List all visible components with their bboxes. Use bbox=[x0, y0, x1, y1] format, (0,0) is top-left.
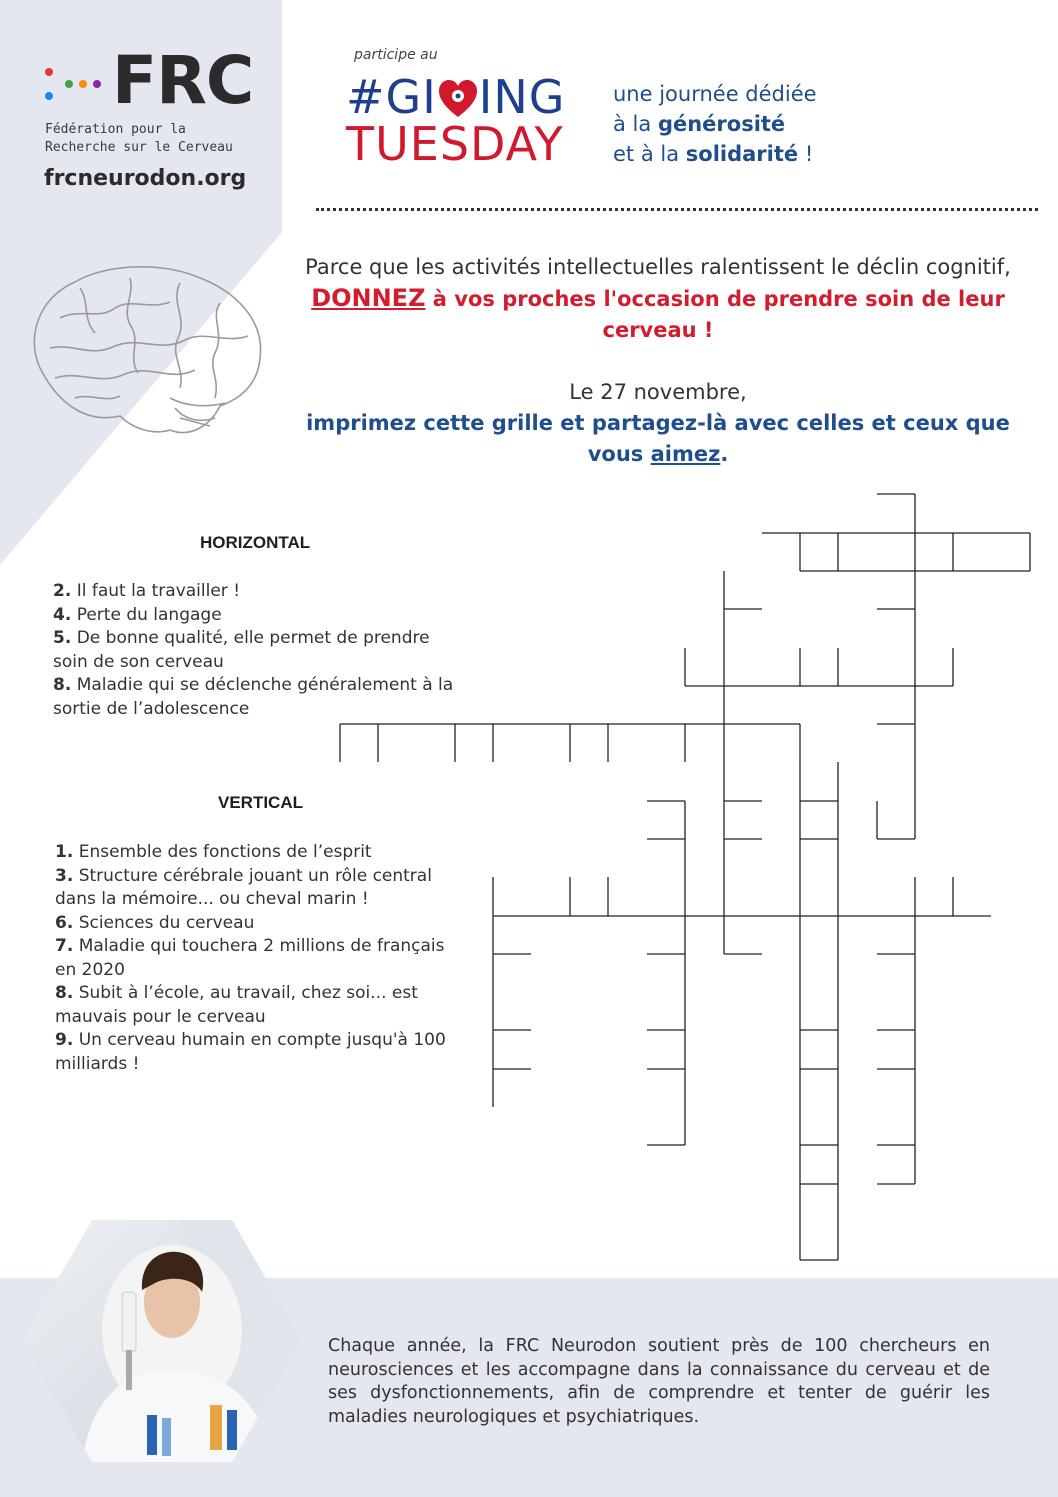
frc-logo-word: FRC bbox=[112, 42, 254, 119]
vertical-clues bbox=[55, 841, 467, 1076]
horizontal-heading: HORIZONTAL bbox=[200, 533, 311, 552]
vertical-heading: VERTICAL bbox=[218, 793, 303, 812]
clue-item: 2. Il faut la travailler ! bbox=[53, 581, 241, 601]
clue-item: 6. Sciences du cerveau bbox=[55, 912, 255, 933]
clue-item: 7. Maladie qui touchera 2 millions de français en 2020 bbox=[55, 936, 445, 980]
bottom-description: Chaque année, la FRC Neurodon soutient près de 100 chercheurs en neurosciences et les accompagne dans la connaissance du cerveau et de ses dysfonctionnements, afin de comprendre et tenter de guérir les maladies neurologiques et psychiatriques. bbox=[328, 1336, 990, 1427]
frc-dots-icon bbox=[44, 66, 104, 106]
brain-icon bbox=[20, 258, 270, 448]
researcher-photo bbox=[22, 1220, 302, 1462]
date-paragraph: Le 27 novembre, imprimez cette grille et partagez-là avec celles et ceux que vous aimez. bbox=[306, 380, 1010, 466]
giving-tagline: une journée dédiée à la générosité et à la solidarité ! bbox=[613, 82, 817, 166]
participe-label: participe au bbox=[354, 47, 438, 63]
frc-logo-subtitle: Fédération pour la Recherche sur le Cerveau bbox=[45, 122, 233, 155]
dotted-divider bbox=[316, 208, 1038, 211]
clue-item: 9. Un cerveau humain en compte jusqu'à 100 milliards ! bbox=[55, 1030, 446, 1074]
frc-url[interactable]: frcneurodon.org bbox=[44, 166, 247, 191]
clue-item: 8. Maladie qui se déclenche généralement à la sortie de l’adolescence bbox=[53, 675, 454, 719]
clue-item: 3. Structure cérébrale jouant un rôle central dans la mémoire... ou cheval marin ! bbox=[55, 865, 432, 909]
clue-item: 4. Perte du langage bbox=[53, 604, 222, 625]
heart-icon bbox=[437, 79, 479, 119]
intro-paragraph: Parce que les activités intellectuelles ralentissent le déclin cognitif, DONNEZ à vos proches l'occasion de prendre soin de leur cerveau ! bbox=[305, 255, 1011, 342]
clue-item: 8. Subit à l’école, au travail, chez soi... est mauvais pour le cerveau bbox=[55, 983, 418, 1027]
giving-tuesday-logo-line1: #GI ING bbox=[346, 70, 566, 124]
clue-item: 1. Ensemble des fonctions de l’esprit bbox=[55, 842, 372, 862]
giving-tuesday-logo-line2: TUESDAY bbox=[346, 117, 564, 171]
horizontal-clues bbox=[53, 580, 465, 721]
clue-item: 5. De bonne qualité, elle permet de prendre soin de son cerveau bbox=[53, 628, 430, 672]
